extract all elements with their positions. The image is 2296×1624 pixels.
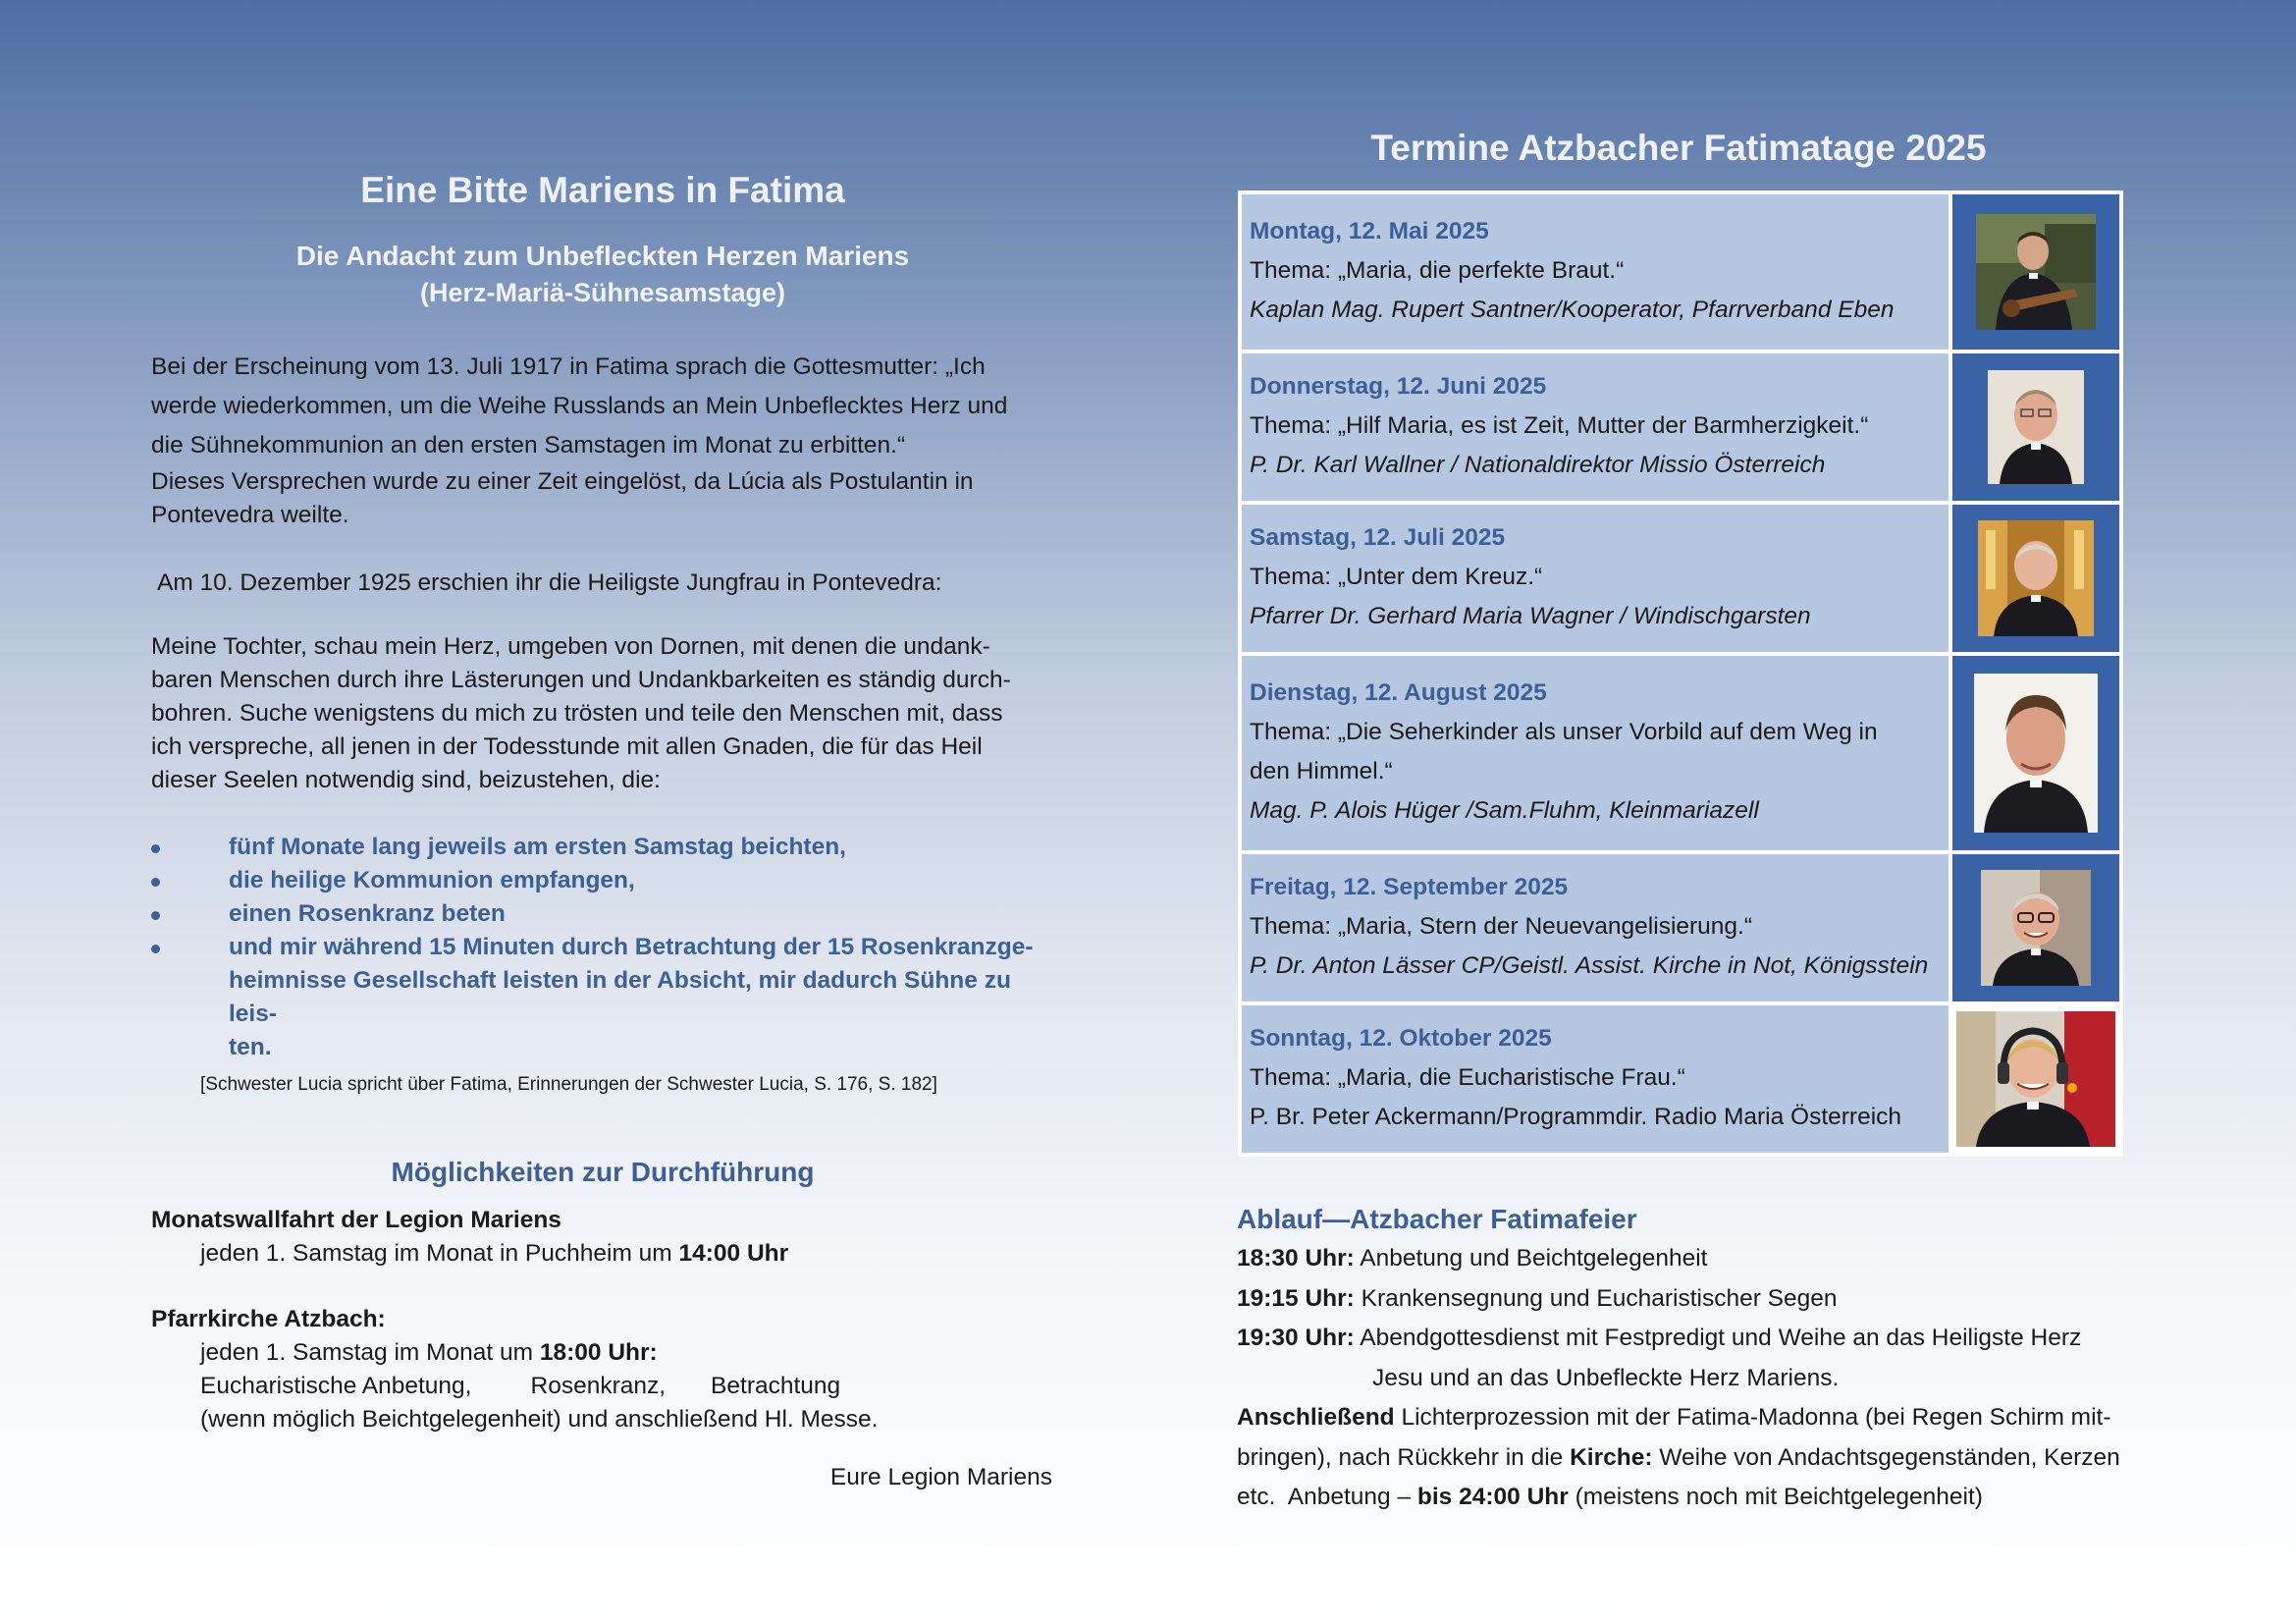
- ablauf-desc: Anbetung und Beichtgelegenheit: [1354, 1245, 1708, 1272]
- ablauf-line: [1237, 1398, 2120, 1438]
- ablauf-time: 19:15 Uhr:: [1237, 1284, 1355, 1312]
- table-row: [1240, 192, 2121, 352]
- parish-block: [151, 1303, 1054, 1436]
- section-title: Möglichkeiten zur Durchführung: [391, 1157, 815, 1187]
- bullet-icon: [151, 844, 160, 853]
- message-paragraph: [151, 630, 1054, 797]
- activity-rosary: Rosenkranz,: [530, 1373, 667, 1399]
- table-row: [1240, 1003, 2121, 1155]
- right-title: Termine Atzbacher Fatimatage 2025: [1370, 128, 1987, 168]
- portrait-photo: [1976, 214, 2096, 330]
- message-line: dieser Seelen notwendig sind, beizustehen, die:: [151, 767, 661, 793]
- event-speaker: Pfarrer Dr. Gerhard Maria Wagner / Windischgarsten: [1250, 603, 1811, 629]
- ablauf-bold: bis 24:00 Uhr: [1416, 1484, 1569, 1510]
- parish-time: 18:00 Uhr:: [539, 1339, 658, 1366]
- ablauf-line: [1237, 1438, 2120, 1479]
- parish-line: (wenn möglich Beichtgelegenheit) und anschließend Hl. Messe.: [200, 1406, 879, 1433]
- event-photo-cell: [1950, 1003, 2121, 1155]
- event-date: Donnerstag, 12. Juni 2025: [1250, 373, 1547, 400]
- ablauf-desc: Weihe von Andachtsgegenständen, Kerzen: [1652, 1443, 2120, 1471]
- event-info: [1240, 352, 1950, 503]
- intro-line: werde wiederkommen, um die Weihe Russlands an Mein Unbeflecktes Herz und: [151, 393, 1008, 419]
- event-date: Freitag, 12. September 2025: [1250, 874, 1569, 900]
- ablauf-bold: Kirche:: [1570, 1443, 1653, 1471]
- intro-line: die Sühnekommunion an den ersten Samstagen im Monat zu erbitten.“: [151, 432, 906, 459]
- bullet-icon: [151, 878, 160, 887]
- ablauf-bold: Anschließend: [1237, 1404, 1395, 1431]
- table-row: [1240, 352, 2121, 503]
- event-photo-cell: [1950, 352, 2121, 503]
- pilgrimage-time: 14:00 Uhr: [678, 1240, 789, 1267]
- activity-adoration: Eucharistische Anbetung,: [200, 1373, 472, 1399]
- bullet-icon: [151, 945, 160, 953]
- portrait-photo: [1981, 870, 2091, 986]
- ablauf-line: [1237, 1279, 2120, 1320]
- pilgrimage-block: [151, 1204, 1054, 1271]
- apparition-paragraph: Am 10. Dezember 1925 erschien ihr die Heiligste Jungfrau in Pontevedra:: [157, 569, 942, 596]
- event-speaker: P. Br. Peter Ackermann/Programmdir. Radio Maria Österreich: [1250, 1104, 1902, 1130]
- ablauf-desc: Lichterprozession mit der Fatima-Madonna (bei Regen Schirm mit-: [1394, 1404, 2111, 1431]
- list-item: [151, 931, 1054, 1064]
- event-info: [1240, 192, 1950, 352]
- ablauf-line: [1237, 1239, 2120, 1279]
- portrait-photo: [1988, 370, 2084, 484]
- left-column: [151, 157, 1054, 1497]
- list-item-text: die heilige Kommunion empfangen,: [229, 867, 635, 893]
- ablauf-time: 19:30 Uhr:: [1237, 1325, 1355, 1351]
- intro-line: Bei der Erscheinung vom 13. Juli 1917 in Fatima sprach die Gottesmutter: „Ich: [151, 353, 986, 380]
- ablauf-desc: Abendgottesdienst mit Festpredigt und Weihe an das Heiligste Herz: [1354, 1325, 2082, 1351]
- event-info: [1240, 1003, 1950, 1155]
- event-photo-cell: [1950, 503, 2121, 654]
- parish-heading: Pfarrkirche Atzbach:: [151, 1306, 386, 1332]
- intro-line: Pontevedra weilte.: [151, 502, 349, 528]
- event-theme: den Himmel.“: [1250, 758, 1393, 785]
- list-item-text: einen Rosenkranz beten: [229, 900, 506, 927]
- ablauf-desc: (meistens noch mit Beichtgelegenheit): [1568, 1484, 1983, 1510]
- table-row: [1240, 503, 2121, 654]
- activity-meditation: Betrachtung: [711, 1373, 841, 1399]
- event-date: Dienstag, 12. August 2025: [1250, 679, 1547, 706]
- event-date: Montag, 12. Mai 2025: [1250, 218, 1489, 244]
- citation: [Schwester Lucia spricht über Fatima, Erinnerungen der Schwester Lucia, S. 176, S. 182]: [200, 1074, 937, 1095]
- parish-text: jeden 1. Samstag im Monat um: [200, 1339, 540, 1366]
- event-photo-cell: [1950, 852, 2121, 1003]
- table-row: [1240, 654, 2121, 852]
- message-line: ich verspreche, all jenen in der Todesstunde mit allen Gnaden, die für das Heil: [151, 733, 983, 760]
- list-item-text: und mir während 15 Minuten durch Betrachtung der 15 Rosenkranzge-: [229, 934, 1034, 960]
- message-line: bohren. Suche wenigstens du mich zu trösten und teile den Menschen mit, dass: [151, 700, 1003, 727]
- ablauf-section: [1237, 1204, 2120, 1518]
- event-date: Sonntag, 12. Oktober 2025: [1250, 1025, 1552, 1052]
- event-theme: Thema: „Maria, Stern der Neuevangelisierung.“: [1250, 913, 1753, 940]
- event-theme: Thema: „Die Seherkinder als unser Vorbild auf dem Weg in: [1250, 719, 1878, 745]
- ablauf-desc: Krankensegnung und Eucharistischer Segen: [1354, 1284, 1838, 1312]
- right-column: [1237, 128, 2120, 1518]
- event-info: [1240, 503, 1950, 654]
- portrait-photo: [1978, 520, 2094, 636]
- event-photo-cell: [1950, 654, 2121, 852]
- event-date: Samstag, 12. Juli 2025: [1250, 524, 1506, 551]
- parish-activities: [151, 1370, 1054, 1403]
- event-speaker: Kaplan Mag. Rupert Santner/Kooperator, Pfarrverband Eben: [1250, 297, 1895, 323]
- pilgrimage-heading: Monatswallfahrt der Legion Mariens: [151, 1207, 561, 1233]
- list-item-text: ten.: [229, 1034, 272, 1060]
- ablauf-time: 18:30 Uhr:: [1237, 1245, 1355, 1272]
- pilgrimage-text: jeden 1. Samstag im Monat in Puchheim um: [200, 1240, 679, 1267]
- message-line: baren Menschen durch ihre Lästerungen und Undankbarkeiten es ständig durch-: [151, 667, 1011, 693]
- event-speaker: P. Dr. Karl Wallner / Nationaldirektor Missio Österreich: [1250, 452, 1826, 478]
- list-item: [151, 831, 1054, 864]
- left-title: Eine Bitte Mariens in Fatima: [360, 170, 845, 210]
- pilgrimage-line: [151, 1237, 1054, 1271]
- left-subtitle-2: (Herz-Mariä-Sühnesamstage): [419, 278, 786, 307]
- event-theme: Thema: „Hilf Maria, es ist Zeit, Mutter der Barmherzigkeit.“: [1250, 412, 1869, 439]
- list-item-text: heimnisse Gesellschaft leisten in der Absicht, mir dadurch Sühne zu leis-: [229, 967, 1011, 1027]
- message-line: Meine Tochter, schau mein Herz, umgeben von Dornen, mit denen die undank-: [151, 633, 990, 660]
- portrait-photo: [1956, 1011, 2115, 1147]
- schedule-table: [1238, 190, 2123, 1157]
- event-photo-cell: [1950, 192, 2121, 352]
- event-speaker: P. Dr. Anton Lässer CP/Geistl. Assist. Kirche in Not, Königsstein: [1250, 952, 1929, 979]
- event-info: [1240, 654, 1950, 852]
- portrait-photo: [1974, 674, 2098, 833]
- ablauf-line: [1237, 1478, 2120, 1518]
- intro-paragraph: [151, 348, 1054, 532]
- event-theme: Thema: „Maria, die perfekte Braut.“: [1250, 257, 1625, 284]
- left-subtitle: Die Andacht zum Unbefleckten Herzen Mariens: [295, 241, 910, 271]
- parish-line: [151, 1336, 1054, 1370]
- ablauf-line: Jesu und an das Unbefleckte Herz Mariens.: [1372, 1364, 1840, 1391]
- bullet-icon: [151, 911, 160, 920]
- promise-list: [151, 831, 1054, 1064]
- table-row: [1240, 852, 2121, 1003]
- ablauf-title: Ablauf—Atzbacher Fatimafeier: [1237, 1204, 1637, 1234]
- list-item-text: fünf Monate lang jeweils am ersten Samstag beichten,: [229, 834, 846, 860]
- event-info: [1240, 852, 1950, 1003]
- ablauf-line: [1237, 1319, 2120, 1359]
- ablauf-desc: etc. Anbetung –: [1237, 1484, 1417, 1510]
- event-theme: Thema: „Maria, die Eucharistische Frau.“: [1250, 1064, 1685, 1091]
- intro-line: Dieses Versprechen wurde zu einer Zeit eingelöst, da Lúcia als Postulantin in: [151, 468, 974, 495]
- list-item: [151, 864, 1054, 897]
- ablauf-desc: bringen), nach Rückkehr in die: [1237, 1443, 1571, 1471]
- event-theme: Thema: „Unter dem Kreuz.“: [1250, 564, 1543, 590]
- signature: Eure Legion Mariens: [829, 1464, 1052, 1490]
- list-item: [151, 897, 1054, 931]
- event-speaker: Mag. P. Alois Hüger /Sam.Fluhm, Kleinmariazell: [1250, 797, 1759, 824]
